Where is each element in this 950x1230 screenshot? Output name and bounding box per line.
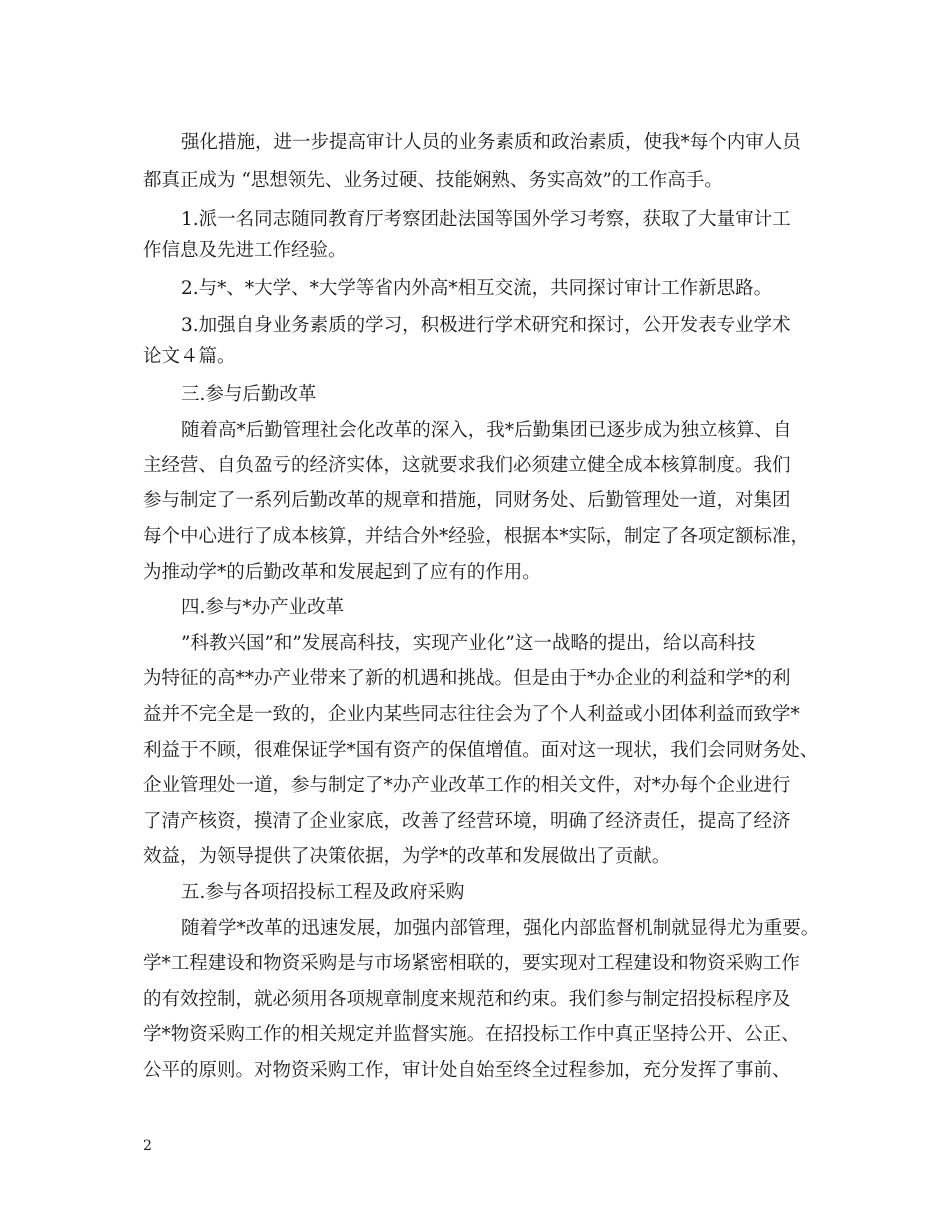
body-text-line: 公平的原则。对物资采购工作，审计处自始至终全过程参加，充分发挥了事前、 — [143, 1060, 791, 1081]
body-text-line: 作信息及先进工作经验。 — [143, 240, 347, 261]
body-text-line: 随着学*改革的迅速发展，加强内部管理，强化内部监督机制就显得尤为重要。 — [181, 918, 820, 939]
body-text-line: 主经营、自负盈亏的经济实体，这就要求我们必须建立健全成本核算制度。我们 — [143, 455, 791, 476]
body-text-line: 企业管理处一道，参与制定了*办产业改革工作的相关文件，对*办每个企业进行 — [143, 775, 791, 796]
body-text-line: 论文４篇。 — [143, 346, 236, 367]
list-item-2: 2.与*、*大学、*大学等省内外高*相互交流，共同探讨审计工作新思路。 — [181, 278, 773, 299]
body-text-line: 学*物资采购工作的相关规定并监督实施。在招投标工作中真正坚持公开、公正、 — [143, 1024, 800, 1045]
body-text-line: ”科教兴国”和”发展高科技，实现产业化”这一战略的提出，给以高科技 — [181, 633, 756, 654]
body-text-line: 随着高*后勤管理社会化改革的深入，我*后勤集团已逐步成为独立核算、自 — [181, 420, 792, 441]
body-text-line: 参与制定了一系列后勤改革的规章和措施，同财务处、后勤管理处一道，对集团 — [143, 490, 791, 511]
body-text-line: 效益，为领导提供了决策依据，为学*的改革和发展做出了贡献。 — [143, 846, 671, 867]
body-text-line: 都真正成为 “思想领先、业务过硬、技能娴熟、务实高效”的工作高手。 — [143, 170, 723, 191]
body-text-line: 利益于不顾，很难保证学*国有资产的保值增值。面对这一现状，我们会同财务处、 — [143, 740, 819, 761]
section-heading: 三.参与后勤改革 — [181, 384, 317, 405]
body-text-line: 强化措施，进一步提高审计人员的业务素质和政治素质，使我*每个内审人员 — [181, 132, 801, 153]
body-text-line: 每个中心进行了成本核算，并结合外*经验，根据本*实际，制定了各项定额标准， — [143, 526, 810, 547]
list-item-3: 3.加强自身业务素质的学习，积极进行学术研究和探讨，公开发表专业学术 — [181, 315, 791, 336]
body-text-line: 学*工程建设和物资采购是与市场紧密相联的，要实现对工程建设和物资采购工作 — [143, 953, 800, 974]
body-text-line: 的有效控制，就必须用各项规章制度来规范和约束。我们参与制定招投标程序及 — [143, 989, 791, 1010]
body-text-line: 为特征的高**办产业带来了新的机遇和挑战。但是由于*办企业的利益和学*的利 — [143, 668, 791, 689]
body-text-line: 为推动学*的后勤改革和发展起到了应有的作用。 — [143, 562, 541, 583]
body-text-line: 益并不完全是一致的，企业内某些同志往往会为了个人利益或小团体利益而致学* — [143, 704, 800, 725]
section-heading: 五.参与各项招投标工程及政府采购 — [181, 882, 465, 903]
page-number: 2 — [143, 1138, 152, 1154]
body-text-line: 了清产核资，摸清了企业家底，改善了经营环境，明确了经济责任，提高了经济 — [143, 811, 791, 832]
list-item-1: 1.派一名同志随同教育厅考察团赴法国等国外学习考察，获取了大量审计工 — [181, 209, 791, 230]
section-heading: 四.参与*办产业改革 — [181, 597, 345, 618]
